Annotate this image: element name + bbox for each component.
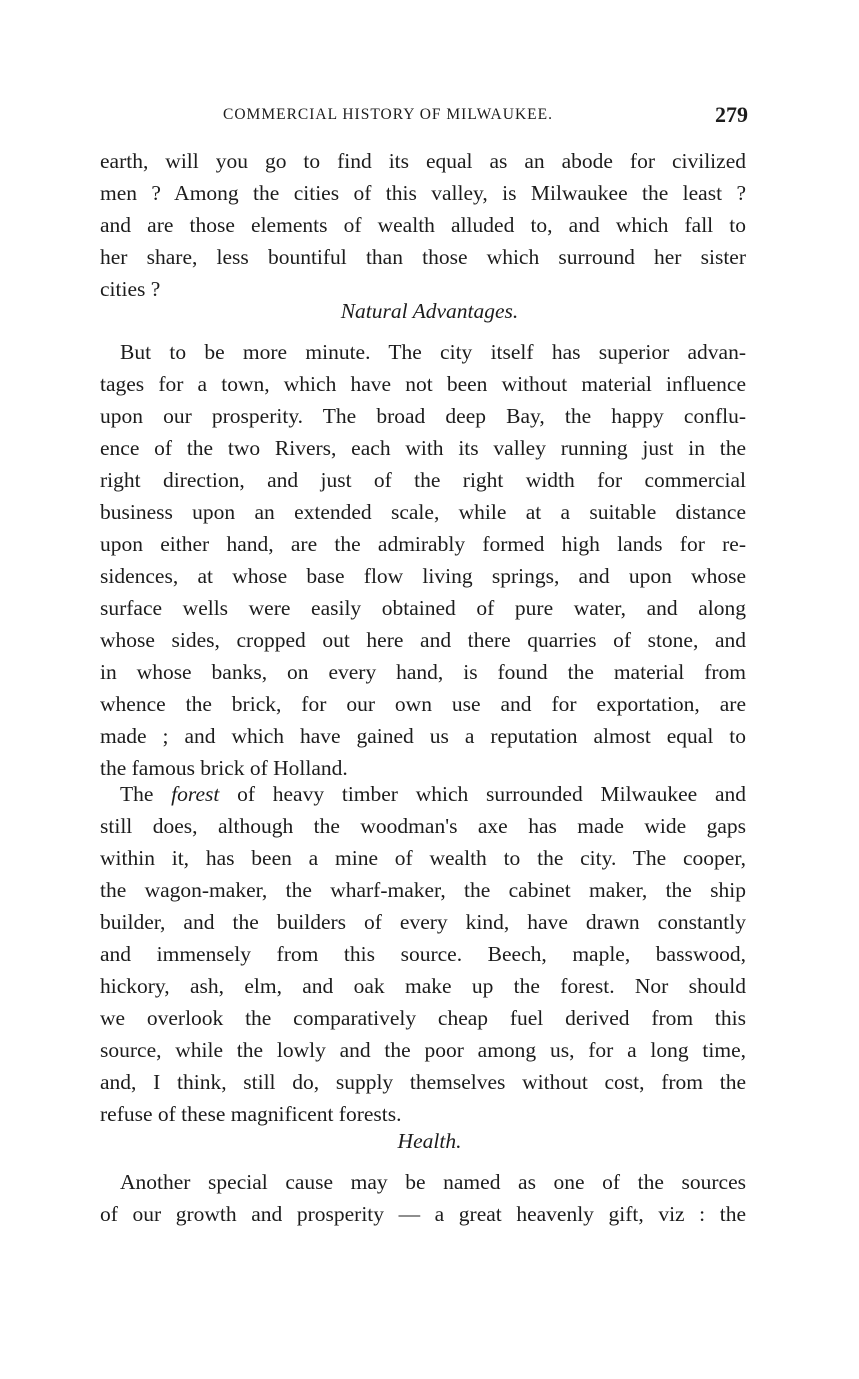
text-line: and, I think, still do, supply themselves without cost, from the [100, 1070, 746, 1094]
text-line: within it, has been a mine of wealth to the city. The cooper, [100, 846, 746, 870]
paragraph-4 [100, 1166, 746, 1230]
text-line: But to be more minute. The city itself has superior advan- [120, 340, 746, 364]
text-line: men ? Among the cities of this valley, is Milwaukee the least ? [100, 181, 746, 205]
text-line: right direction, and just of the right width for commercial [100, 468, 746, 492]
text-line: in whose banks, on every hand, is found the material from [100, 660, 746, 684]
text-line: still does, although the woodman's axe has made wide gaps [100, 814, 746, 838]
text-line: upon either hand, are the admirably formed high lands for re- [100, 532, 746, 556]
text-line: hickory, ash, elm, and oak make up the forest. Nor should [100, 974, 746, 998]
text-line: the famous brick of Holland. [100, 756, 348, 780]
text-line: and immensely from this source. Beech, maple, basswood, [100, 942, 746, 966]
paragraph-1 [100, 145, 746, 305]
text-line: the wagon-maker, the wharf-maker, the cabinet maker, the ship [100, 878, 746, 902]
text-line: sidences, at whose base flow living springs, and upon whose [100, 564, 746, 588]
text-line: earth, will you go to find its equal as an abode for civilized [100, 149, 746, 173]
paragraph-3 [100, 778, 746, 1130]
text-line: Another special cause may be named as one of the sources [120, 1170, 746, 1194]
text-line: source, while the lowly and the poor among us, for a long time, [100, 1038, 746, 1062]
text-line: made ; and which have gained us a reputation almost equal to [100, 724, 746, 748]
text-line: surface wells were easily obtained of pure water, and along [100, 596, 746, 620]
page-number: 279 [715, 102, 748, 127]
text-line: whence the brick, for our own use and for exportation, are [100, 692, 746, 716]
page-header [223, 102, 748, 130]
text-line: tages for a town, which have not been without material influence [100, 372, 746, 396]
text-line: upon our prosperity. The broad deep Bay, the happy conflu- [100, 404, 746, 428]
text-line: we overlook the comparatively cheap fuel derived from this [100, 1006, 746, 1030]
text-line: The forest of heavy timber which surrounded Milwaukee and [120, 782, 746, 806]
paragraph-2 [100, 336, 746, 784]
text-line: cities ? [100, 277, 161, 301]
text-line: of our growth and prosperity — a great heavenly gift, viz : the [100, 1202, 746, 1226]
running-head: COMMERCIAL HISTORY OF MILWAUKEE. [223, 106, 553, 123]
section-heading-health: Health. [397, 1129, 462, 1153]
text-line: whose sides, cropped out here and there quarries of stone, and [100, 628, 746, 652]
text-line: and are those elements of wealth alluded to, and which fall to [100, 213, 746, 237]
text-line: her share, less bountiful than those which surround her sister [100, 245, 746, 269]
section-heading-natural-advantages: Natural Advantages. [340, 299, 519, 323]
text-line: builder, and the builders of every kind, have drawn constantly [100, 910, 746, 934]
text-line: refuse of these magnificent forests. [100, 1102, 402, 1126]
text-line: ence of the two Rivers, each with its valley running just in the [100, 436, 746, 460]
text-line: business upon an extended scale, while at a suitable distance [100, 500, 746, 524]
